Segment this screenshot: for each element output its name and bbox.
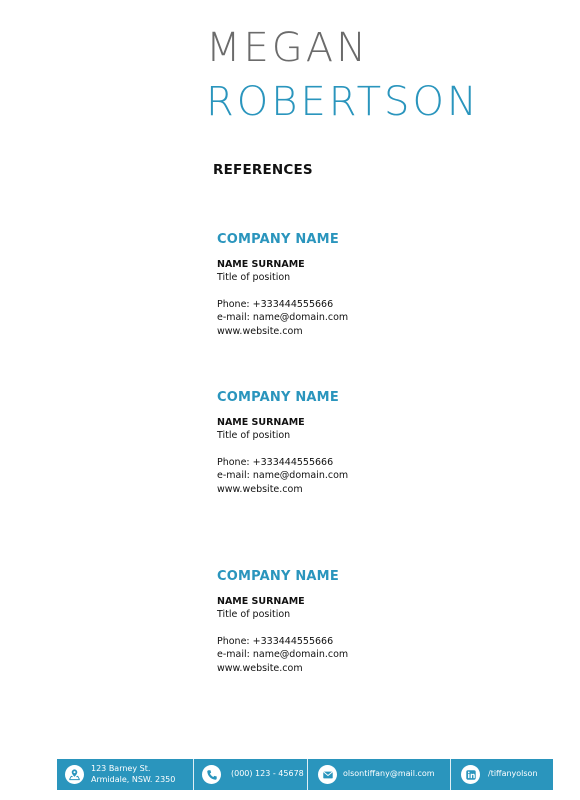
spacer <box>217 285 517 298</box>
linkedin-icon <box>461 765 480 784</box>
phone-icon <box>202 765 221 784</box>
footer-phone[interactable] <box>193 759 307 790</box>
reference-email[interactable]: e-mail: name@domain.com <box>217 312 349 323</box>
address-line: 123 Barney St. <box>91 764 151 773</box>
footer-linkedin[interactable] <box>450 759 553 790</box>
section-title: REFERENCES <box>213 162 313 178</box>
reference-name: NAME SURNAME <box>217 259 305 270</box>
reference-email[interactable]: e-mail: name@domain.com <box>217 470 349 481</box>
footer-email[interactable] <box>307 759 450 790</box>
address-line: Armidale, NSW. 2350 <box>91 774 176 784</box>
last-name: ROBERTSON <box>206 79 480 125</box>
reference-position: Title of position <box>217 609 291 620</box>
reference-name: NAME SURNAME <box>217 417 305 428</box>
reference-website[interactable]: www.website.com <box>217 483 303 495</box>
spacer <box>217 622 517 635</box>
linkedin-text: /tiffanyolson <box>488 769 538 779</box>
reference-phone: Phone: +333444555666 <box>217 635 334 647</box>
reference-block <box>217 232 517 338</box>
reference-website[interactable]: www.website.com <box>217 662 303 674</box>
company-name: COMPANY NAME <box>217 390 339 405</box>
address-text <box>91 764 175 785</box>
location-icon <box>65 765 84 784</box>
reference-position: Title of position <box>217 430 291 441</box>
mail-icon <box>318 765 337 784</box>
reference-block <box>217 569 517 675</box>
reference-name: NAME SURNAME <box>217 596 305 607</box>
phone-text: (000) 123 - 45678 <box>231 769 304 779</box>
email-text: olsontiffany@mail.com <box>343 769 435 779</box>
spacer <box>217 443 517 456</box>
first-name: MEGAN <box>206 25 370 71</box>
reference-email[interactable]: e-mail: name@domain.com <box>217 649 349 660</box>
company-name: COMPANY NAME <box>217 569 339 584</box>
reference-position: Title of position <box>217 272 291 283</box>
company-name: COMPANY NAME <box>217 232 339 247</box>
reference-phone: Phone: +333444555666 <box>217 456 334 468</box>
footer-address <box>57 759 193 790</box>
reference-website[interactable]: www.website.com <box>217 325 303 337</box>
contact-bar <box>57 759 553 790</box>
reference-phone: Phone: +333444555666 <box>217 298 334 310</box>
reference-block <box>217 390 517 496</box>
